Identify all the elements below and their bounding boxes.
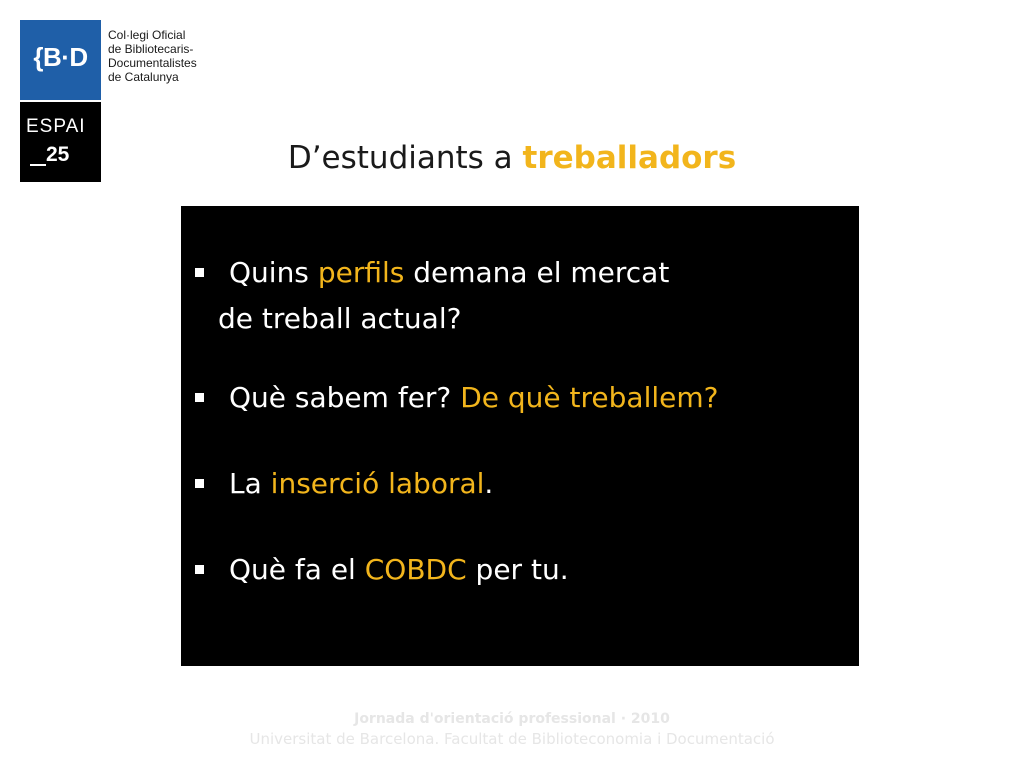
bullet-text-part: Què fa el bbox=[229, 553, 365, 586]
bullet-highlight: De què treballem? bbox=[460, 381, 719, 414]
bullet-text-line2: de treball actual? bbox=[218, 302, 462, 335]
bullet-square-icon bbox=[195, 565, 204, 574]
org-name-line: Col·legi Oficial bbox=[108, 28, 186, 42]
bullet-text bbox=[229, 545, 569, 595]
bullet-text bbox=[229, 248, 669, 298]
org-name-line: de Catalunya bbox=[108, 70, 179, 84]
bullet-text-part: . bbox=[484, 467, 494, 500]
bullet-square-icon bbox=[195, 268, 204, 277]
bullet-text-part: La bbox=[229, 467, 271, 500]
bullet-highlight: COBDC bbox=[364, 553, 467, 586]
bullet-text bbox=[229, 459, 493, 509]
org-name-line: Documentalistes bbox=[108, 56, 197, 70]
footer-event: Jornada d'orientació professional · 2010 bbox=[354, 711, 670, 727]
bullet-highlight: inserció laboral bbox=[270, 467, 485, 500]
bullet-text-part: demana el mercat bbox=[404, 256, 670, 289]
logo-mark: {B·D bbox=[33, 42, 88, 72]
content-panel bbox=[181, 206, 859, 666]
bullet-text-part: Què sabem fer? bbox=[229, 381, 461, 414]
organization-name bbox=[108, 28, 258, 84]
espai-number: 25 bbox=[46, 143, 70, 166]
bullet-text bbox=[229, 373, 719, 423]
bullet-square-icon bbox=[195, 479, 204, 488]
title-accent: treballadors bbox=[522, 140, 737, 176]
org-name-line: de Bibliotecaris- bbox=[108, 42, 194, 56]
espai-word: ESPAI bbox=[26, 116, 86, 137]
bullet-square-icon bbox=[195, 393, 204, 402]
bullet-highlight: perfils bbox=[317, 256, 405, 289]
slide-title bbox=[0, 140, 1024, 176]
bullet-text-part: Quins bbox=[229, 256, 318, 289]
title-prefix: D’estudiants a bbox=[287, 140, 523, 176]
organization-logo bbox=[20, 20, 101, 100]
bullet-text-part: per tu. bbox=[466, 553, 569, 586]
footer-institution: Universitat de Barcelona. Facultat de Biblioteconomia i Documentació bbox=[249, 730, 775, 748]
